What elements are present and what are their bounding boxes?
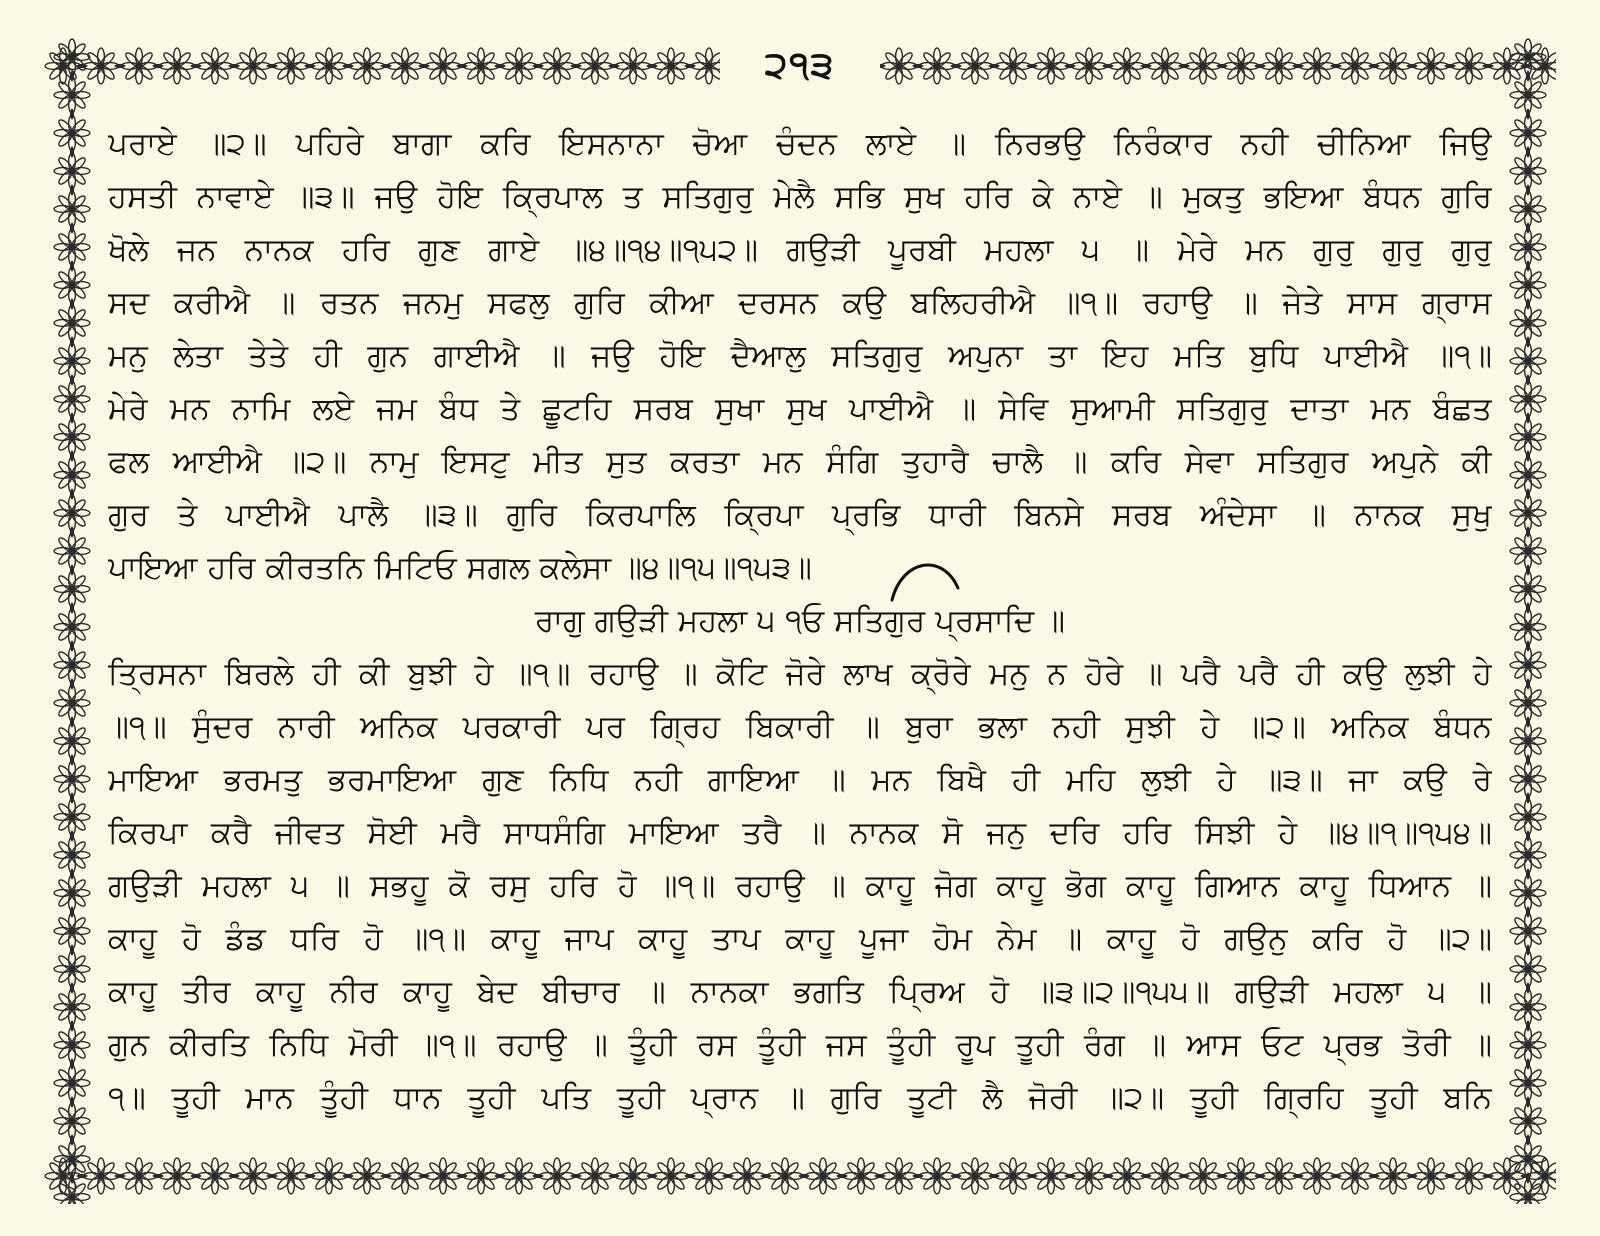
flower-ornament-icon — [1510, 419, 1546, 455]
flower-ornament-icon — [501, 48, 537, 84]
leaf-ornament-icon — [1526, 298, 1530, 310]
leaf-ornament-icon — [70, 412, 74, 424]
text-line: ॥੧॥ ਸੁੰਦਰ ਨਾਰੀ ਅਨਿਕ ਪਰਕਾਰੀ ਪਰ ਗ੍ਰਿਹ ਬਿਕਾਰੀ ॥ ਬੁਰਾ ਭਲਾ ਨਹੀ ਸੁਝੀ ਹੇ ॥੨॥ ਅਨਿਕ ਬੰਧਨ — [108, 709, 1492, 745]
leaf-ornament-icon — [1178, 1174, 1190, 1178]
flower-ornament-icon — [387, 1158, 423, 1194]
flower-ornament-icon — [54, 1027, 90, 1063]
leaf-ornament-icon — [646, 64, 658, 68]
flower-border-left-icon — [44, 38, 100, 1204]
flower-ornament-icon — [197, 1158, 233, 1194]
flower-ornament-icon — [425, 1158, 461, 1194]
leaf-ornament-icon — [342, 1174, 354, 1178]
leaf-ornament-icon — [1526, 526, 1530, 538]
flower-ornament-icon — [919, 48, 955, 84]
leaf-ornament-icon — [1526, 602, 1530, 614]
flower-ornament-icon — [1510, 723, 1546, 759]
text-line: ਖੋਲੇ ਜਨ ਨਾਨਕ ਹਰਿ ਗੁਣ ਗਾਏ ॥੪॥੧੪॥੧੫੨॥ ਗਉੜੀ ਪੂਰਬੀ ਮਹਲਾ ੫ ॥ ਮੇਰੇ ਮਨ ਗੁਰੁ ਗੁਰੁ ਗੁਰੁ — [108, 232, 1492, 268]
flower-ornament-icon — [54, 685, 90, 721]
leaf-ornament-icon — [1406, 1174, 1418, 1178]
leaf-ornament-icon — [1292, 1174, 1304, 1178]
flower-ornament-icon — [54, 381, 90, 417]
text-line: ਗਉੜੀ ਮਹਲਾ ੫ ॥ ਸਭਹੂ ਕੋ ਰਸੁ ਹਰਿ ਹੋ ॥੧॥ ਰਹਾਉ ॥ ਕਾਹੂ ਜੋਗ ਕਾਹੂ ਭੋਗ ਕਾਹੂ ਗਿਆਨ ਕਾਹੂ ਧਿਆਨ ॥ — [108, 868, 1492, 904]
leaf-ornament-icon — [70, 146, 74, 158]
leaf-ornament-icon — [1526, 1172, 1530, 1184]
flower-ornament-icon — [1510, 761, 1546, 797]
flower-ornament-icon — [54, 609, 90, 645]
flower-ornament-icon — [1510, 1065, 1546, 1101]
leaf-ornament-icon — [70, 526, 74, 538]
leaf-ornament-icon — [1526, 678, 1530, 690]
flower-ornament-icon — [463, 48, 499, 84]
text-line: ਸਦ ਕਰੀਐ ॥ ਰਤਨ ਜਨਮੁ ਸਫਲੁ ਗੁਰਿ ਕੀਆ ਦਰਸਨ ਕਉ ਬਲਿਹਰੀਐ ॥੧॥ ਰਹਾਉ ॥ ਜੇਤੇ ਸਾਸ ਗ੍ਰਾਸ — [108, 285, 1492, 321]
flower-ornament-icon — [539, 1158, 575, 1194]
flower-ornament-icon — [54, 153, 90, 189]
leaf-ornament-icon — [418, 64, 430, 68]
flower-ornament-icon — [1510, 495, 1546, 531]
flower-ornament-icon — [54, 837, 90, 873]
flower-ornament-icon — [1510, 609, 1546, 645]
leaf-ornament-icon — [70, 260, 74, 272]
flower-ornament-icon — [54, 1103, 90, 1139]
flower-ornament-icon — [1185, 1158, 1221, 1194]
flower-ornament-icon — [235, 48, 271, 84]
flower-ornament-icon — [54, 115, 90, 151]
ornamental-border-left — [44, 38, 100, 1204]
leaf-ornament-icon — [1444, 64, 1456, 68]
leaf-ornament-icon — [190, 64, 202, 68]
leaf-ornament-icon — [380, 1174, 392, 1178]
flower-ornament-icon — [1510, 533, 1546, 569]
leaf-ornament-icon — [70, 298, 74, 310]
flower-ornament-icon — [1510, 229, 1546, 265]
leaf-ornament-icon — [1526, 1134, 1530, 1146]
leaf-ornament-icon — [70, 1058, 74, 1070]
leaf-ornament-icon — [608, 64, 620, 68]
text-line: ਗੁਰ ਤੇ ਪਾਈਐ ਪਾਲੈ ॥੩॥ ਗੁਰਿ ਕਿਰਪਾਲਿ ਕ੍ਰਿਪਾ ਪ੍ਰਭਿ ਧਾਰੀ ਬਿਨਸੇ ਸਰਬ ਅੰਦੇਸਾ ॥ ਨਾਨਕ ਸੁਖੁ — [108, 497, 1492, 533]
leaf-ornament-icon — [1254, 64, 1266, 68]
leaf-ornament-icon — [70, 488, 74, 500]
flower-ornament-icon — [54, 343, 90, 379]
flower-ornament-icon — [387, 48, 423, 84]
flower-ornament-icon — [54, 77, 90, 113]
leaf-ornament-icon — [1444, 1174, 1456, 1178]
leaf-ornament-icon — [70, 222, 74, 234]
flower-border-right-icon — [1500, 38, 1556, 1204]
flower-ornament-icon — [1109, 48, 1145, 84]
flower-ornament-icon — [54, 533, 90, 569]
leaf-ornament-icon — [988, 64, 1000, 68]
leaf-ornament-icon — [1526, 450, 1530, 462]
leaf-ornament-icon — [1102, 64, 1114, 68]
text-line: ਮਾਇਆ ਭਰਮਤੁ ਭਰਮਾਇਆ ਗੁਣ ਨਿਧਿ ਨਹੀ ਗਾਇਆ ॥ ਮਨ ਬਿਖੈ ਹੀ ਮਹਿ ਲੁਝੀ ਹੇ ॥੩॥ ਜਾ ਕਉ ਰੇ — [108, 762, 1492, 798]
flower-ornament-icon — [957, 48, 993, 84]
flower-ornament-icon — [1223, 1158, 1259, 1194]
flower-ornament-icon — [1185, 48, 1221, 84]
flower-ornament-icon — [1510, 1103, 1546, 1139]
leaf-ornament-icon — [1254, 1174, 1266, 1178]
leaf-ornament-icon — [70, 1020, 74, 1032]
flower-ornament-icon — [197, 48, 233, 84]
leaf-ornament-icon — [1482, 1174, 1494, 1178]
leaf-ornament-icon — [1526, 374, 1530, 386]
flower-ornament-icon — [1147, 1158, 1183, 1194]
leaf-ornament-icon — [570, 1174, 582, 1178]
flower-ornament-icon — [729, 1158, 765, 1194]
flower-ornament-icon — [425, 48, 461, 84]
leaf-ornament-icon — [70, 564, 74, 576]
flower-ornament-icon — [54, 1141, 90, 1177]
leaf-ornament-icon — [1064, 64, 1076, 68]
leaf-ornament-icon — [70, 336, 74, 348]
flower-ornament-icon — [54, 419, 90, 455]
leaf-ornament-icon — [532, 1174, 544, 1178]
flower-ornament-icon — [1033, 1158, 1069, 1194]
leaf-ornament-icon — [1406, 64, 1418, 68]
flower-ornament-icon — [1510, 191, 1546, 227]
flower-ornament-icon — [235, 1158, 271, 1194]
flower-ornament-icon — [995, 1158, 1031, 1194]
flower-ornament-icon — [843, 1158, 879, 1194]
leaf-ornament-icon — [1178, 64, 1190, 68]
text-line: ਤ੍ਰਿਸਨਾ ਬਿਰਲੇ ਹੀ ਕੀ ਬੁਝੀ ਹੇ ॥੧॥ ਰਹਾਉ ॥ ਕੋਟਿ ਜੋਰੇ ਲਾਖ ਕ੍ਰੋਰੇ ਮਨੁ ਨ ਹੋਰੇ ॥ ਪਰੈ ਪਰੈ ਹੀ ਕਉ ਲੁਝੀ ਹੇ — [108, 656, 1492, 692]
leaf-ornament-icon — [760, 1174, 772, 1178]
flower-ornament-icon — [54, 723, 90, 759]
flower-ornament-icon — [1033, 48, 1069, 84]
flower-ornament-icon — [54, 457, 90, 493]
leaf-ornament-icon — [988, 1174, 1000, 1178]
flower-ornament-icon — [349, 1158, 385, 1194]
flower-ornament-icon — [1299, 1158, 1335, 1194]
leaf-ornament-icon — [1526, 982, 1530, 994]
leaf-ornament-icon — [152, 64, 164, 68]
leaf-ornament-icon — [1526, 1020, 1530, 1032]
leaf-ornament-icon — [190, 1174, 202, 1178]
leaf-ornament-icon — [1526, 830, 1530, 842]
flower-ornament-icon — [54, 799, 90, 835]
leaf-ornament-icon — [646, 1174, 658, 1178]
leaf-ornament-icon — [228, 64, 240, 68]
flower-ornament-icon — [54, 229, 90, 265]
leaf-ornament-icon — [1526, 1058, 1530, 1070]
leaf-ornament-icon — [912, 64, 924, 68]
leaf-ornament-icon — [1526, 944, 1530, 956]
leaf-ornament-icon — [494, 64, 506, 68]
leaf-ornament-icon — [1526, 716, 1530, 728]
leaf-ornament-icon — [70, 602, 74, 614]
leaf-ornament-icon — [798, 1174, 810, 1178]
leaf-ornament-icon — [532, 64, 544, 68]
flower-ornament-icon — [159, 48, 195, 84]
flower-ornament-icon — [1510, 1141, 1546, 1177]
leaf-ornament-icon — [70, 70, 74, 82]
flower-ornament-icon — [501, 1158, 537, 1194]
leaf-ornament-icon — [152, 1174, 164, 1178]
flower-ornament-icon — [1510, 989, 1546, 1025]
section-heading: ਰਾਗੁ ਗਉੜੀ ਮਹਲਾ ੫ ੧ਓ ਸਤਿਗੁਰ ਪ੍ਰਸਾਦਿ ॥ — [534, 603, 1066, 639]
leaf-ornament-icon — [836, 1174, 848, 1178]
flower-ornament-icon — [1510, 799, 1546, 835]
verse-text-block — [108, 118, 1492, 1140]
flower-ornament-icon — [1375, 48, 1411, 84]
leaf-ornament-icon — [114, 64, 126, 68]
leaf-ornament-icon — [70, 184, 74, 196]
flower-ornament-icon — [1261, 1158, 1297, 1194]
flower-ornament-icon — [1510, 647, 1546, 683]
page-number-box — [720, 40, 880, 92]
leaf-ornament-icon — [70, 1134, 74, 1146]
text-line: ਕਿਰਪਾ ਕਰੈ ਜੀਵਤ ਸੋਈ ਮਰੈ ਸਾਧਸੰਗਿ ਮਾਇਆ ਤਰੈ ॥ ਨਾਨਕ ਸੋ ਜਨੁ ਦਰਿ ਹਰਿ ਸਿਝੀ ਹੇ ॥੪॥੧॥੧੫੪॥ — [108, 815, 1492, 851]
flower-ornament-icon — [919, 1158, 955, 1194]
leaf-ornament-icon — [494, 1174, 506, 1178]
leaf-ornament-icon — [722, 1174, 734, 1178]
leaf-ornament-icon — [228, 1174, 240, 1178]
leaf-ornament-icon — [1526, 260, 1530, 272]
flower-ornament-icon — [1451, 48, 1487, 84]
leaf-ornament-icon — [1026, 1174, 1038, 1178]
leaf-ornament-icon — [304, 64, 316, 68]
flower-ornament-icon — [881, 48, 917, 84]
leaf-ornament-icon — [1526, 412, 1530, 424]
leaf-ornament-icon — [70, 450, 74, 462]
flower-ornament-icon — [1147, 48, 1183, 84]
flower-ornament-icon — [1451, 1158, 1487, 1194]
leaf-ornament-icon — [1526, 222, 1530, 234]
leaf-ornament-icon — [1526, 640, 1530, 652]
text-line: ਮੇਰੇ ਮਨ ਨਾਮਿ ਲਏ ਜਮ ਬੰਧ ਤੇ ਛੂਟਹਿ ਸਰਬ ਸੁਖਾ ਸੁਖ ਪਾਈਐ ॥ ਸੇਵਿ ਸੁਆਮੀ ਸਤਿਗੁਰੁ ਦਾਤਾ ਮਨ ਬੰਛਤ — [108, 391, 1492, 427]
leaf-ornament-icon — [1216, 64, 1228, 68]
leaf-ornament-icon — [1526, 108, 1530, 120]
leaf-ornament-icon — [912, 1174, 924, 1178]
flower-ornament-icon — [539, 48, 575, 84]
flower-ornament-icon — [1510, 343, 1546, 379]
flower-ornament-icon — [54, 191, 90, 227]
leaf-ornament-icon — [418, 1174, 430, 1178]
leaf-ornament-icon — [456, 64, 468, 68]
leaf-ornament-icon — [70, 754, 74, 766]
flower-ornament-icon — [121, 1158, 157, 1194]
leaf-ornament-icon — [1330, 64, 1342, 68]
leaf-ornament-icon — [70, 944, 74, 956]
text-line: ਗੁਨ ਕੀਰਤਿ ਨਿਧਿ ਮੋਰੀ ॥੧॥ ਰਹਾਉ ॥ ਤੂੰਹੀ ਰਸ ਤੂੰਹੀ ਜਸ ਤੂੰਹੀ ਰੂਪ ਤੂਹੀ ਰੰਗ ॥ ਆਸ ਓਟ ਪ੍ਰਭ ਤੋਰੀ ॥ — [108, 1027, 1492, 1063]
ornamental-border-right — [1500, 38, 1556, 1204]
leaf-ornament-icon — [1526, 868, 1530, 880]
leaf-ornament-icon — [1330, 1174, 1342, 1178]
flower-ornament-icon — [1510, 381, 1546, 417]
leaf-ornament-icon — [1526, 488, 1530, 500]
leaf-ornament-icon — [1216, 1174, 1228, 1178]
leaf-ornament-icon — [70, 108, 74, 120]
flower-ornament-icon — [1510, 267, 1546, 303]
leaf-ornament-icon — [1526, 564, 1530, 576]
flower-ornament-icon — [653, 1158, 689, 1194]
flower-ornament-icon — [311, 48, 347, 84]
leaf-ornament-icon — [456, 1174, 468, 1178]
flower-ornament-icon — [349, 48, 385, 84]
leaf-ornament-icon — [70, 830, 74, 842]
flower-ornament-icon — [1071, 1158, 1107, 1194]
flower-ornament-icon — [957, 1158, 993, 1194]
flower-ornament-icon — [273, 1158, 309, 1194]
flower-ornament-icon — [653, 48, 689, 84]
leaf-ornament-icon — [684, 1174, 696, 1178]
text-line: ਮਨੁ ਲੇਤਾ ਤੇਤੇ ਹੀ ਗੁਨ ਗਾਈਐ ॥ ਜਉ ਹੋਇ ਦੈਆਲੁ ਸਤਿਗੁਰੁ ਅਪੁਨਾ ਤਾ ਇਹ ਮਤਿ ਬੁਧਿ ਪਾਈਐ ॥੧॥ — [108, 338, 1492, 374]
leaf-ornament-icon — [1064, 1174, 1076, 1178]
flower-ornament-icon — [1510, 571, 1546, 607]
ik-onkar-arc-icon — [880, 548, 980, 608]
flower-ornament-icon — [1337, 1158, 1373, 1194]
leaf-ornament-icon — [1140, 1174, 1152, 1178]
flower-ornament-icon — [615, 1158, 651, 1194]
flower-ornament-icon — [995, 48, 1031, 84]
flower-ornament-icon — [1510, 115, 1546, 151]
leaf-ornament-icon — [70, 678, 74, 690]
leaf-ornament-icon — [70, 716, 74, 728]
flower-ornament-icon — [1337, 48, 1373, 84]
text-line: ਕਾਹੂ ਹੋ ਡੰਡ ਧਰਿ ਹੋ ॥੧॥ ਕਾਹੂ ਜਾਪ ਕਾਹੂ ਤਾਪ ਕਾਹੂ ਪੂਜਾ ਹੋਮ ਨੇਮ ॥ ਕਾਹੂ ਹੋ ਗਉਨੁ ਕਰਿ ਹੋ ॥੨॥ — [108, 921, 1492, 957]
ornamental-border-bottom — [44, 1148, 1556, 1204]
text-line: ਪਰਾਏ ॥੨॥ ਪਹਿਰੇ ਬਾਗਾ ਕਰਿ ਇਸਨਾਨਾ ਚੋਆ ਚੰਦਨ ਲਾਏ ॥ ਨਿਰਭਉ ਨਿਰੰਕਾਰ ਨਹੀ ਚੀਨਿਆ ਜਿਉ — [108, 126, 1492, 162]
leaf-ornament-icon — [380, 64, 392, 68]
flower-ornament-icon — [881, 1158, 917, 1194]
flower-ornament-icon — [1413, 1158, 1449, 1194]
leaf-ornament-icon — [266, 64, 278, 68]
flower-ornament-icon — [1510, 685, 1546, 721]
leaf-ornament-icon — [1482, 64, 1494, 68]
flower-ornament-icon — [54, 305, 90, 341]
flower-border-bottom-icon — [44, 1148, 1556, 1204]
flower-ornament-icon — [54, 647, 90, 683]
leaf-ornament-icon — [950, 64, 962, 68]
flower-ornament-icon — [1510, 913, 1546, 949]
flower-ornament-icon — [1510, 39, 1546, 75]
flower-ornament-icon — [1510, 153, 1546, 189]
leaf-ornament-icon — [70, 906, 74, 918]
flower-ornament-icon — [54, 267, 90, 303]
flower-ornament-icon — [54, 913, 90, 949]
flower-ornament-icon — [54, 761, 90, 797]
flower-ornament-icon — [1510, 305, 1546, 341]
flower-ornament-icon — [691, 1158, 727, 1194]
flower-ornament-icon — [805, 1158, 841, 1194]
text-line: ਪਾਇਆ ਹਰਿ ਕੀਰਤਨਿ ਮਿਟਿਓ ਸਗਲ ਕਲੇਸਾ ॥੪॥੧੫॥੧੫੩॥ — [108, 550, 812, 586]
flower-ornament-icon — [54, 951, 90, 987]
flower-ornament-icon — [1510, 875, 1546, 911]
leaf-ornament-icon — [1526, 1096, 1530, 1108]
flower-ornament-icon — [1413, 48, 1449, 84]
leaf-ornament-icon — [70, 640, 74, 652]
leaf-ornament-icon — [342, 64, 354, 68]
leaf-ornament-icon — [1368, 64, 1380, 68]
flower-ornament-icon — [54, 571, 90, 607]
leaf-ornament-icon — [70, 1096, 74, 1108]
leaf-ornament-icon — [1526, 792, 1530, 804]
leaf-ornament-icon — [950, 1174, 962, 1178]
flower-ornament-icon — [54, 989, 90, 1025]
leaf-ornament-icon — [1368, 1174, 1380, 1178]
flower-ornament-icon — [1299, 48, 1335, 84]
flower-ornament-icon — [1510, 457, 1546, 493]
leaf-ornament-icon — [266, 1174, 278, 1178]
flower-ornament-icon — [1109, 1158, 1145, 1194]
leaf-ornament-icon — [114, 1174, 126, 1178]
leaf-ornament-icon — [570, 64, 582, 68]
leaf-ornament-icon — [874, 1174, 886, 1178]
flower-ornament-icon — [463, 1158, 499, 1194]
leaf-ornament-icon — [70, 374, 74, 386]
leaf-ornament-icon — [70, 792, 74, 804]
flower-ornament-icon — [1510, 837, 1546, 873]
leaf-ornament-icon — [1026, 64, 1038, 68]
flower-ornament-icon — [1261, 48, 1297, 84]
leaf-ornament-icon — [1526, 754, 1530, 766]
flower-ornament-icon — [615, 48, 651, 84]
flower-ornament-icon — [121, 48, 157, 84]
flower-ornament-icon — [54, 875, 90, 911]
flower-ornament-icon — [1510, 1027, 1546, 1063]
leaf-ornament-icon — [304, 1174, 316, 1178]
flower-ornament-icon — [1375, 1158, 1411, 1194]
leaf-ornament-icon — [1526, 70, 1530, 82]
flower-ornament-icon — [311, 1158, 347, 1194]
flower-ornament-icon — [54, 39, 90, 75]
leaf-ornament-icon — [608, 1174, 620, 1178]
leaf-ornament-icon — [1292, 64, 1304, 68]
flower-ornament-icon — [159, 1158, 195, 1194]
flower-ornament-icon — [767, 1158, 803, 1194]
flower-ornament-icon — [54, 495, 90, 531]
leaf-ornament-icon — [70, 868, 74, 880]
text-line: ਹਸਤੀ ਨਾਵਾਏ ॥੩॥ ਜਉ ਹੋਇ ਕ੍ਰਿਪਾਲ ਤ ਸਤਿਗੁਰੁ ਮੇਲੈ ਸਭਿ ਸੁਖ ਹਰਿ ਕੇ ਨਾਏ ॥ ਮੁਕਤੁ ਭਇਆ ਬੰਧਨ ਗੁਰਿ — [108, 179, 1492, 215]
flower-ornament-icon — [1510, 951, 1546, 987]
text-line: ਫਲ ਆਈਐ ॥੨॥ ਨਾਮੁ ਇਸਟੁ ਮੀਤ ਸੁਤ ਕਰਤਾ ਮਨ ਸੰਗਿ ਤੁਹਾਰੈ ਚਾਲੈ ॥ ਕਰਿ ਸੇਵਾ ਸਤਿਗੁਰ ਅਪੁਨੇ ਕੀ — [108, 444, 1492, 480]
leaf-ornament-icon — [684, 64, 696, 68]
leaf-ornament-icon — [1526, 184, 1530, 196]
text-line: ੧॥ ਤੂਹੀ ਮਾਨ ਤੂੰਹੀ ਧਾਨ ਤੂਹੀ ਪਤਿ ਤੂਹੀ ਪ੍ਰਾਨ ॥ ਗੁਰਿ ਤੂਟੀ ਲੈ ਜੋਰੀ ॥੨॥ ਤੂਹੀ ਗ੍ਰਿਹਿ ਤੂਹੀ ਬਨਿ — [108, 1080, 1492, 1116]
page-number: ੨੧੩ — [764, 45, 836, 86]
flower-ornament-icon — [577, 48, 613, 84]
leaf-ornament-icon — [1526, 146, 1530, 158]
leaf-ornament-icon — [1526, 906, 1530, 918]
flower-ornament-icon — [1071, 48, 1107, 84]
leaf-ornament-icon — [70, 1172, 74, 1184]
flower-ornament-icon — [577, 1158, 613, 1194]
flower-ornament-icon — [1223, 48, 1259, 84]
flower-ornament-icon — [1510, 77, 1546, 113]
leaf-ornament-icon — [70, 982, 74, 994]
text-line: ਕਾਹੂ ਤੀਰ ਕਾਹੂ ਨੀਰ ਕਾਹੂ ਬੇਦ ਬੀਚਾਰ ॥ ਨਾਨਕਾ ਭਗਤਿ ਪ੍ਰਿਅ ਹੋ ॥੩॥੨॥੧੫੫॥ ਗਉੜੀ ਮਹਲਾ ੫ ॥ — [108, 974, 1492, 1010]
leaf-ornament-icon — [1140, 64, 1152, 68]
leaf-ornament-icon — [1102, 1174, 1114, 1178]
flower-ornament-icon — [273, 48, 309, 84]
flower-ornament-icon — [54, 1065, 90, 1101]
leaf-ornament-icon — [1526, 336, 1530, 348]
